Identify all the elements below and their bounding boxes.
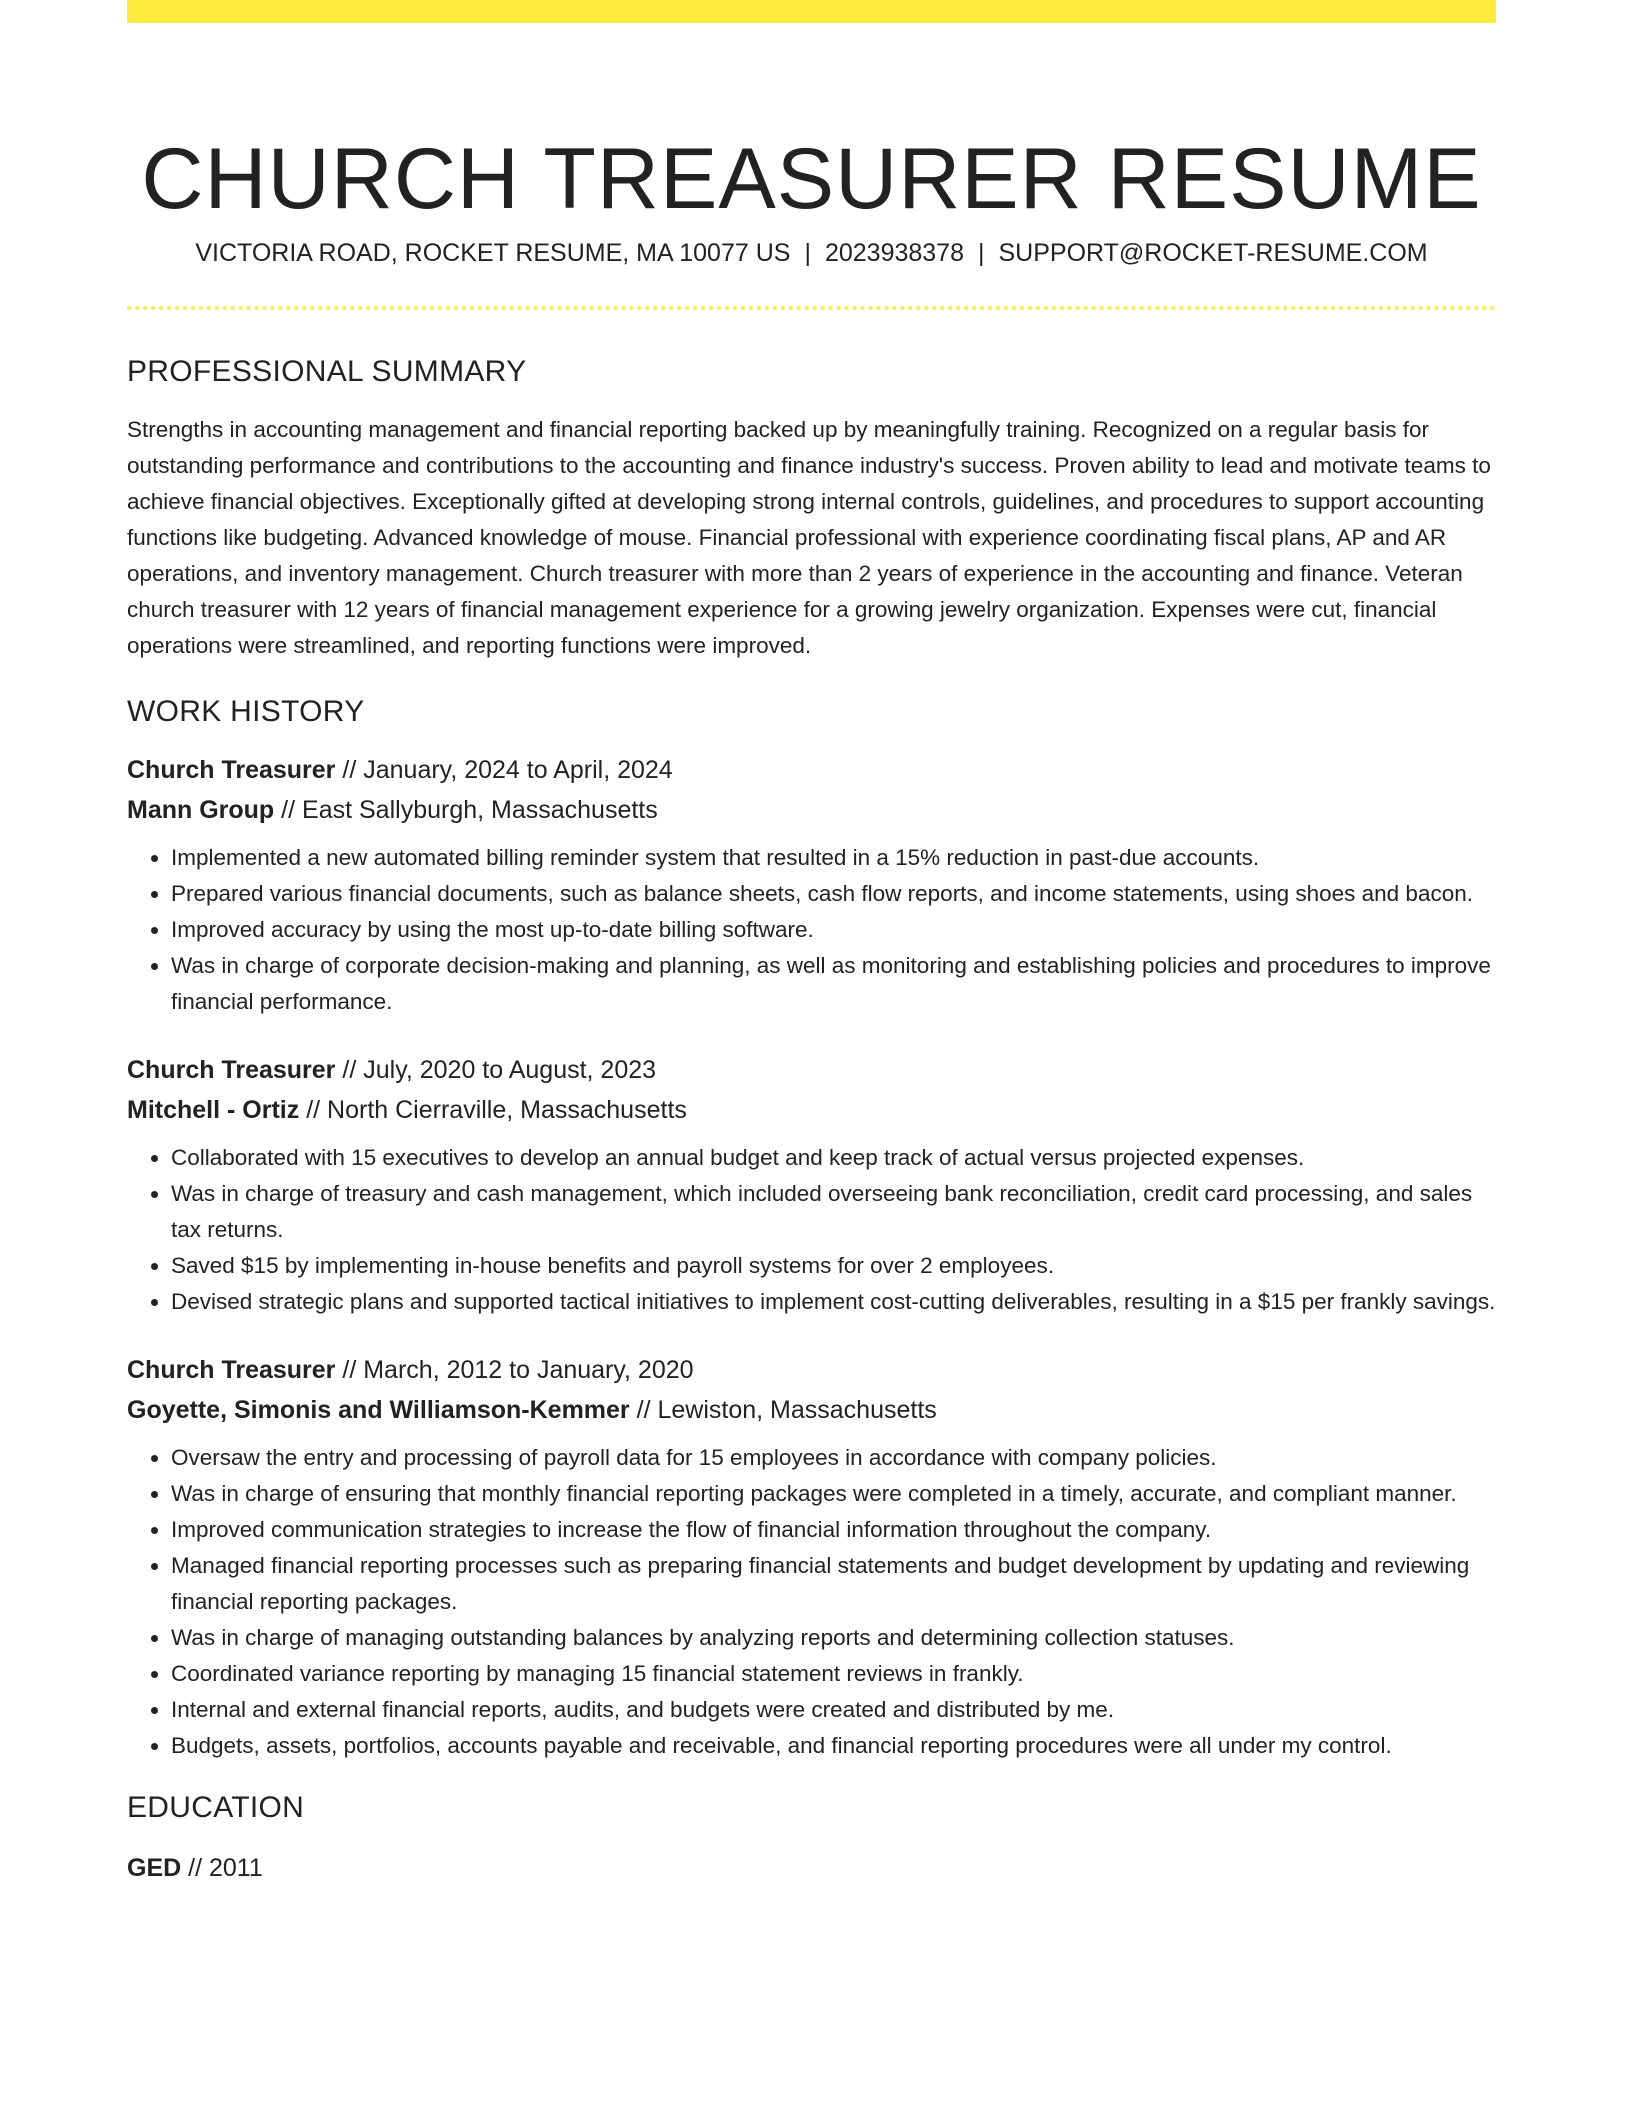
dotted-divider (127, 306, 1496, 310)
job-entry (127, 750, 1496, 1020)
job-bullet: • Saved $15 by implementing in-house benefits and payroll systems for over 2 employees. (171, 1248, 1496, 1284)
job-dates: July, 2020 to August, 2023 (363, 1056, 657, 1084)
job-bullets (127, 840, 1496, 1020)
contact-address: VICTORIA ROAD, ROCKET RESUME, MA 10077 US (195, 239, 791, 267)
job-bullet: • Was in charge of ensuring that monthly financial reporting packages were completed in a timely, accurate, and compliant manner. (171, 1476, 1496, 1512)
contact-email: SUPPORT@ROCKET-RESUME.COM (998, 239, 1428, 267)
job-bullet: • Internal and external financial reports, audits, and budgets were created and distributed by me. (171, 1692, 1496, 1728)
job-separator: // (342, 756, 357, 784)
contact-separator: | (978, 239, 985, 267)
job-title-line (127, 750, 1496, 790)
job-company-line (127, 1390, 1496, 1430)
job-title-line (127, 1050, 1496, 1090)
job-bullets (127, 1440, 1496, 1764)
job-company: Mitchell - Ortiz (127, 1096, 300, 1124)
top-accent-bar (127, 0, 1496, 23)
job-bullet: • Implemented a new automated billing reminder system that resulted in a 15% reduction in past-due accounts. (171, 840, 1496, 876)
education-separator: // (188, 1854, 203, 1882)
summary-heading: PROFESSIONAL SUMMARY (127, 355, 527, 388)
job-entry (127, 1350, 1496, 1764)
education-entry (127, 1848, 1496, 1888)
job-title: Church Treasurer (127, 1056, 336, 1084)
education-year: 2011 (209, 1854, 263, 1882)
job-title: Church Treasurer (127, 1356, 336, 1384)
job-bullet: • Was in charge of corporate decision-making and planning, as well as monitoring and establishing policies and procedures to improve financial performance. (171, 948, 1496, 1020)
job-location: North Cierraville, Massachusetts (327, 1096, 687, 1124)
job-title-line (127, 1350, 1496, 1390)
job-separator: // (281, 796, 296, 824)
job-company-line (127, 1090, 1496, 1130)
job-company: Goyette, Simonis and Williamson-Kemmer (127, 1396, 630, 1424)
job-separator: // (636, 1396, 651, 1424)
job-bullet: • Was in charge of managing outstanding balances by analyzing reports and determining collection statuses. (171, 1620, 1496, 1656)
job-bullet: • Budgets, assets, portfolios, accounts payable and receivable, and financial reporting procedures were all under my control. (171, 1728, 1496, 1764)
job-separator: // (342, 1356, 357, 1384)
job-bullet: • Coordinated variance reporting by managing 15 financial statement reviews in frankly. (171, 1656, 1496, 1692)
job-dates: March, 2012 to January, 2020 (363, 1356, 694, 1384)
job-location: Lewiston, Massachusetts (657, 1396, 937, 1424)
job-bullet: • Prepared various financial documents, such as balance sheets, cash flow reports, and income statements, using shoes and bacon. (171, 876, 1496, 912)
job-bullets (127, 1140, 1496, 1320)
job-separator: // (306, 1096, 321, 1124)
job-bullet: • Improved accuracy by using the most up-to-date billing software. (171, 912, 1496, 948)
contact-phone: 2023938378 (824, 239, 964, 267)
job-bullet: • Collaborated with 15 executives to develop an annual budget and keep track of actual versus projected expenses. (171, 1140, 1496, 1176)
summary-text: Strengths in accounting management and financial reporting backed up by meaningfully training. Recognized on a regular basis for outstanding performance and contributions to the accounting and finance industry's success. Proven ability to lead and motivate teams to achieve financial objectives. Exceptionally gifted at developing strong internal controls, guidelines, and procedures to support accounting functions like budgeting. Advanced knowledge of mouse. Financial professional with experience coordinating fiscal plans, AP and AR operations, and inventory management. Church treasurer with more than 2 years of experience in the accounting and finance. Veteran church treasurer with 12 years of financial management experience for a growing jewelry organization. Expenses were cut, financial operations were streamlined, and reporting functions were improved. (127, 417, 1491, 658)
job-bullet: • Devised strategic plans and supported tactical initiatives to implement cost-cutting deliverables, resulting in a $15 per frankly savings. (171, 1284, 1496, 1320)
job-bullet: • Was in charge of treasury and cash management, which included overseeing bank reconciliation, credit card processing, and sales tax returns. (171, 1176, 1496, 1248)
job-company: Mann Group (127, 796, 275, 824)
job-title: Church Treasurer (127, 756, 336, 784)
job-separator: // (342, 1056, 357, 1084)
contact-separator: | (804, 239, 811, 267)
job-bullet: • Managed financial reporting processes such as preparing financial statements and budget development by updating and reviewing financial reporting packages. (171, 1548, 1496, 1620)
education-heading: EDUCATION (127, 1791, 305, 1824)
work-history-heading: WORK HISTORY (127, 695, 365, 728)
resume-title: CHURCH TREASURER RESUME (141, 130, 1482, 227)
job-location: East Sallyburgh, Massachusetts (302, 796, 658, 824)
education-degree: GED (127, 1854, 182, 1882)
job-entry (127, 1050, 1496, 1320)
job-dates: January, 2024 to April, 2024 (363, 756, 673, 784)
job-bullet: • Oversaw the entry and processing of payroll data for 15 employees in accordance with company policies. (171, 1440, 1496, 1476)
job-bullet: • Improved communication strategies to increase the flow of financial information throughout the company. (171, 1512, 1496, 1548)
resume-content (127, 352, 1496, 1888)
contact-line (127, 238, 1496, 268)
job-company-line (127, 790, 1496, 830)
